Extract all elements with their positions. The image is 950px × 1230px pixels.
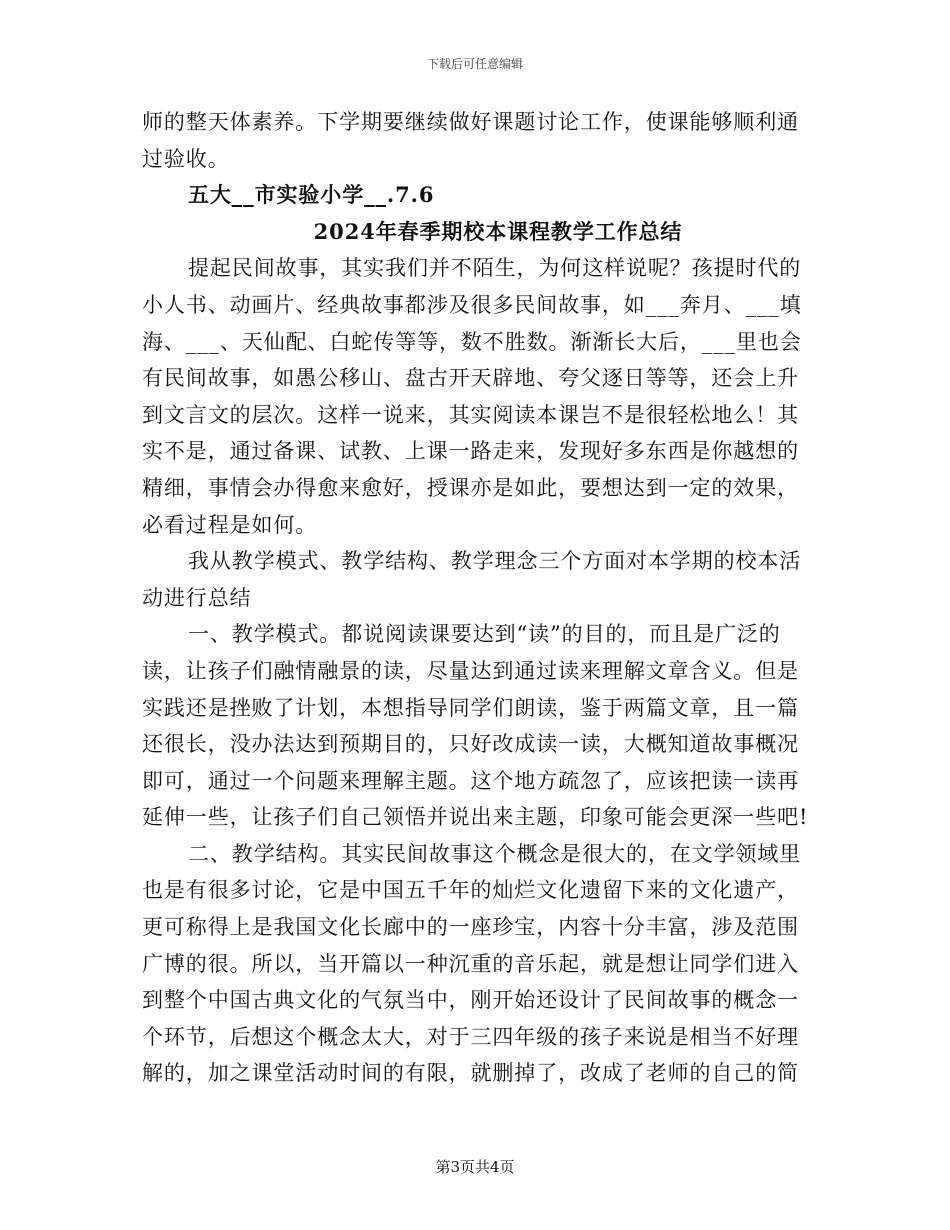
paragraph [142,616,808,836]
text-line: 即可，通过一个问题来理解主题。这个地方疏忽了，应该把读一读再 [142,768,799,793]
text-line: 广博的很。所以，当开篇以一种沉重的音乐起，就是想让同学们进入 [142,951,799,976]
text-line: 海、___、天仙配、白蛇传等等，数不胜数。渐渐长大后，___里也会 [142,329,802,354]
text-line: 延伸一些，让孩子们自己领悟并说出来主题，印象可能会更深一些吧! [142,805,809,830]
text-line: 到整个中国古典文化的气氛当中，刚开始还设计了民间故事的概念一 [142,988,799,1013]
paragraph [142,836,808,1092]
text-line: 更可称得上是我国文化长廊中的一座珍宝，内容十分丰富，涉及范围 [142,915,799,940]
text-line: 实不是，通过备课、试教、上课一路走来，发现好多东西是你越想的 [142,439,799,464]
text-line: 必看过程是如何。 [142,512,318,537]
text-line: 实践还是挫败了计划，本想指导同学们朗读，鉴于两篇文章，且一篇 [142,695,799,720]
paragraph [142,250,808,543]
text-line: 动进行总结 [142,585,252,610]
paragraph [142,543,808,616]
text-line: 师的整天体素养。下学期要继续做好课题讨论工作，使课能够顺利通 [142,110,799,134]
text-line: 二、教学结构。其实民间故事这个概念是很大的，在文学领域里 [188,841,802,866]
text-line: 精细，事情会办得愈来愈好，授课亦是如此，要想达到一定的效果， [142,475,799,500]
document-body [142,104,808,1092]
text-line: 提起民间故事，其实我们并不陌生，为何这样说呢？孩提时代的 [188,256,802,281]
text-line: 小人书、动画片、经典故事都涉及很多民间故事，如___奔月、___填 [142,292,802,317]
text-line: 还很长，没办法达到预期目的，只好改成读一读，大概知道故事概况 [142,732,799,757]
page-footer: 第3页共4页 [435,1158,515,1176]
text-line: 我从教学模式、教学结构、教学理念三个方面对本学期的校本活 [188,549,802,574]
text-line: 有民间故事，如愚公移山、盘古开天辟地、夸父逐日等等，还会上升 [142,366,799,391]
text-line: 一、教学模式。都说阅读课要达到“读”的目的，而且是广泛的 [188,622,781,647]
text-line: 个环节，后想这个概念太大，对于三四年级的孩子来说是相当不好理 [142,1024,799,1049]
text-line: 读，让孩子们融情融景的读，尽量达到通过读来理解文章含义。但是 [142,658,799,683]
text-line: 也是有很多讨论，它是中国五千年的灿烂文化遗留下来的文化遗产， [142,878,799,903]
document-title: 2024年春季期校本课程教学工作总结 [313,218,683,244]
text-line: 到文言文的层次。这样一说来，其实阅读本课岂不是很轻松地么！其 [142,402,799,427]
text-line: 解的，加之课堂活动时间的有限，就删掉了，改成了老师的自己的简 [142,1061,799,1086]
signature-line: 五大__市实验小学__.7.6 [188,182,435,208]
text-line: 过验收。 [142,146,230,171]
page-header: 下载后可任意编辑 [426,57,523,71]
